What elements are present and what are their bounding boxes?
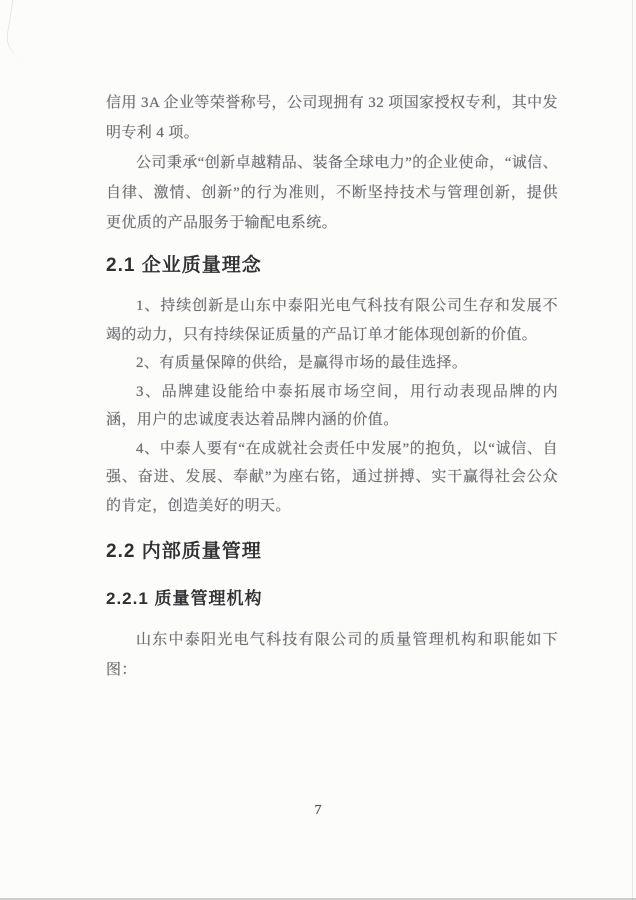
page-number: 7	[314, 803, 322, 818]
list-item-3: 3、品牌建设能给中泰拓展市场空间，用行动表现品牌的内涵，用户的忠诚度表达着品牌内涵的价值。	[106, 383, 558, 428]
list-item-4: 4、中泰人要有“在成就社会责任中发展”的抱负，以“诚信、自强、奋进、发展、奉献”为座右铭，通过拼搏、实干赢得社会公众的肯定，创造美好的明天。	[106, 440, 558, 514]
list-item-2: 2、有质量保障的供给，是赢得市场的最佳选择。	[136, 355, 468, 371]
section-heading-2-2: 2.2 内部质量管理	[106, 541, 262, 562]
scan-edge-right	[632, 0, 633, 900]
page-content	[106, 88, 558, 685]
quality-principles-list	[106, 292, 558, 520]
paragraph-patents: 信用 3A 企业等荣誉称号，公司现拥有 32 项国家授权专利，其中发明专利 4 项。	[106, 95, 558, 141]
list-item-1: 1、持续创新是山东中泰阳光电气科技有限公司生存和发展不竭的动力，只有持续保证质量的产品订单才能体现创新的价值。	[106, 298, 558, 343]
scan-corner-artifact	[4, 0, 42, 60]
paragraph-mission: 公司秉承“创新卓越精品、装备全球电力”的企业使命，“诚信、自律、激情、创新”的行为准则，不断坚持技术与管理创新，提供更优质的产品服务于输配电系统。	[106, 155, 558, 231]
section-heading-2-1: 2.1 企业质量理念	[106, 255, 262, 276]
paragraph-org-intro: 山东中泰阳光电气科技有限公司的质量管理机构和职能如下图：	[106, 632, 558, 678]
subsection-heading-2-2-1: 2.2.1 质量管理机构	[106, 589, 263, 608]
